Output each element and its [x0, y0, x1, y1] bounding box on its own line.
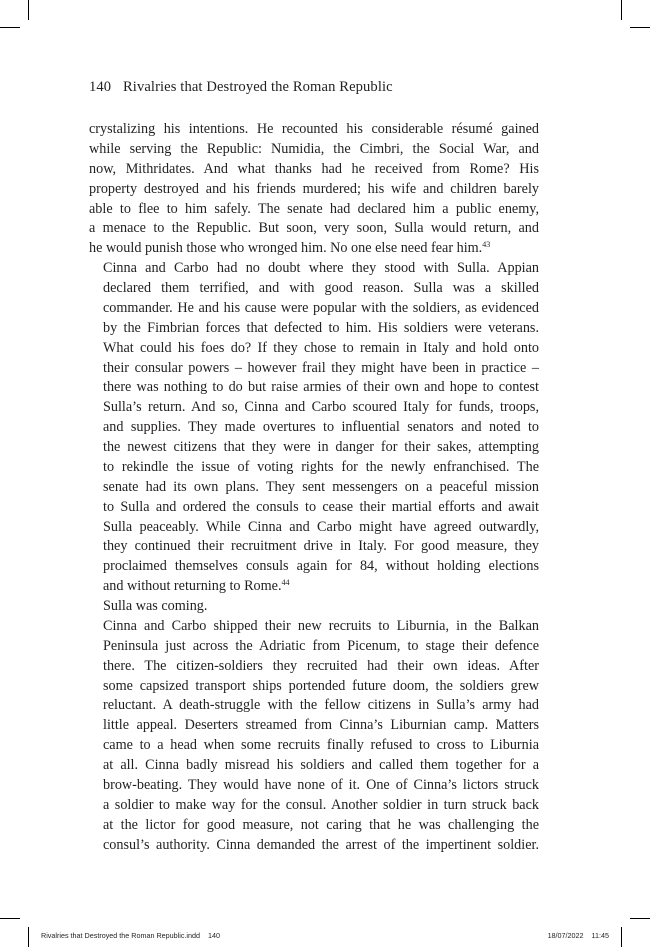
- text-line: little appeal. Deserters streamed from Cinna’s Liburnian camp. Matters: [103, 717, 539, 734]
- text-line: consul’s authority. Cinna demanded the arrest of the impertinent soldier.: [103, 836, 539, 853]
- page-number: 140: [89, 79, 112, 95]
- text-line: they continued their recruitment drive in Italy. For good measure, they: [103, 538, 539, 555]
- slug-timestamp: [548, 931, 609, 940]
- text-line: and without returning to Rome.$^{44}$: [103, 578, 290, 595]
- text-line: Peninsula just across the Adriatic from Picenum, to stage their defence: [103, 637, 539, 654]
- crop-mark-top-left: [28, 0, 29, 20]
- slug-date: 18/07/2022: [547, 931, 584, 940]
- text-line: and supplies. They made overtures to influential senators and noted to: [103, 419, 539, 436]
- crop-mark-bottom-right: [621, 927, 622, 947]
- text-line: senate had its own plans. They sent messengers on a peaceful mission: [103, 478, 539, 495]
- text-line: Sulla was coming.: [103, 598, 208, 614]
- slug-time: 11:45: [591, 931, 609, 940]
- text-line: Cinna and Carbo shipped their new recruits to Liburnia, in the Balkan: [103, 617, 539, 634]
- book-title: Rivalries that Destroyed the Roman Republic: [122, 79, 393, 95]
- crop-mark-bottom-right-h: [630, 918, 650, 919]
- text-line: commander. He and his cause were popular with the soldiers, as evidenced: [103, 299, 539, 316]
- paragraph: [89, 597, 539, 617]
- text-line: at the lictor for good measure, not caring that he was challenging the: [103, 816, 539, 833]
- text-line: crystalizing his intentions. He recounted his considerable résumé gained: [89, 121, 539, 137]
- text-line: their consular powers – however frail they might have been in practice –: [103, 359, 539, 376]
- text-line: by the Fimbrian forces that defected to him. His soldiers were veterans.: [103, 319, 539, 336]
- slug-filename: Rivalries that Destroyed the Roman Republic.indd: [41, 931, 201, 940]
- text-line: reluctant. A death-struggle with the fellow citizens in Sulla’s army had: [103, 697, 539, 714]
- text-line: able to flee to him safely. The senate had declared him a public enemy,: [89, 200, 539, 217]
- crop-mark-top-left-h: [0, 27, 20, 28]
- slug-page: 140: [208, 931, 221, 940]
- text-line: Sulla’s return. And so, Cinna and Carbo scoured Italy for funds, troops,: [103, 399, 539, 416]
- paragraph: [89, 120, 539, 259]
- crop-mark-top-right-h: [630, 27, 650, 28]
- text-line: property destroyed and his friends murdered; his wife and children barely: [89, 180, 539, 197]
- text-line: at all. Cinna badly misread his soldiers and called them together for a: [103, 757, 539, 773]
- text-line: the newest citizens that they were in danger for their sakes, attempting: [103, 439, 539, 455]
- crop-mark-bottom-left-h: [0, 918, 20, 919]
- running-head: [89, 79, 393, 96]
- text-line: to Sulla and ordered the consuls to cease their martial efforts and await: [103, 498, 539, 515]
- text-line: there. The citizen-soldiers they recruited had their own ideas. After: [103, 657, 539, 674]
- text-line: came to a head when some recruits finally refused to cross to Liburnia: [103, 737, 539, 754]
- crop-mark-bottom-left: [28, 927, 29, 947]
- text-line: a soldier to make way for the consul. Another soldier in turn struck back: [103, 796, 539, 813]
- text-line: proclaimed themselves consuls again for 84, without holding elections: [103, 558, 539, 575]
- text-line: a menace to the Republic. But soon, very soon, Sulla would return, and: [89, 220, 539, 237]
- text-line: while serving the Republic: Numidia, the Cimbri, the Social War, and: [89, 140, 539, 157]
- text-line: now, Mithridates. And what thanks had he received from Rome? His: [89, 160, 539, 177]
- slug-file-info: [41, 931, 220, 940]
- text-line: Cinna and Carbo had no doubt where they stood with Sulla. Appian: [103, 260, 539, 277]
- text-line: there was nothing to do but raise armies of their own and hope to contest: [103, 379, 539, 396]
- text-line: Sulla peaceably. While Cinna and Carbo might have agreed outwardly,: [103, 518, 539, 535]
- text-line: declared them terrified, and with good reason. Sulla was a skilled: [103, 280, 539, 296]
- text-line: What could his foes do? If they chose to remain in Italy and hold onto: [103, 339, 539, 356]
- text-line: he would punish those who wronged him. No one else need fear him.$^{43}$: [89, 240, 491, 257]
- body-text: [89, 120, 539, 855]
- footnote-marker: 43: [482, 240, 491, 250]
- footnote-marker: 44: [281, 578, 290, 588]
- text-line: brow-beating. They would have none of it. One of Cinna’s lictors struck: [103, 776, 539, 793]
- printer-slug: [41, 931, 609, 940]
- paragraph: [89, 617, 539, 856]
- text-line: some capsized transport ships portended future doom, the soldiers grew: [103, 677, 539, 694]
- crop-mark-top-right: [621, 0, 622, 20]
- text-line: to rekindle the issue of voting rights for the newly enfranchised. The: [103, 458, 539, 475]
- paragraph: [89, 259, 539, 597]
